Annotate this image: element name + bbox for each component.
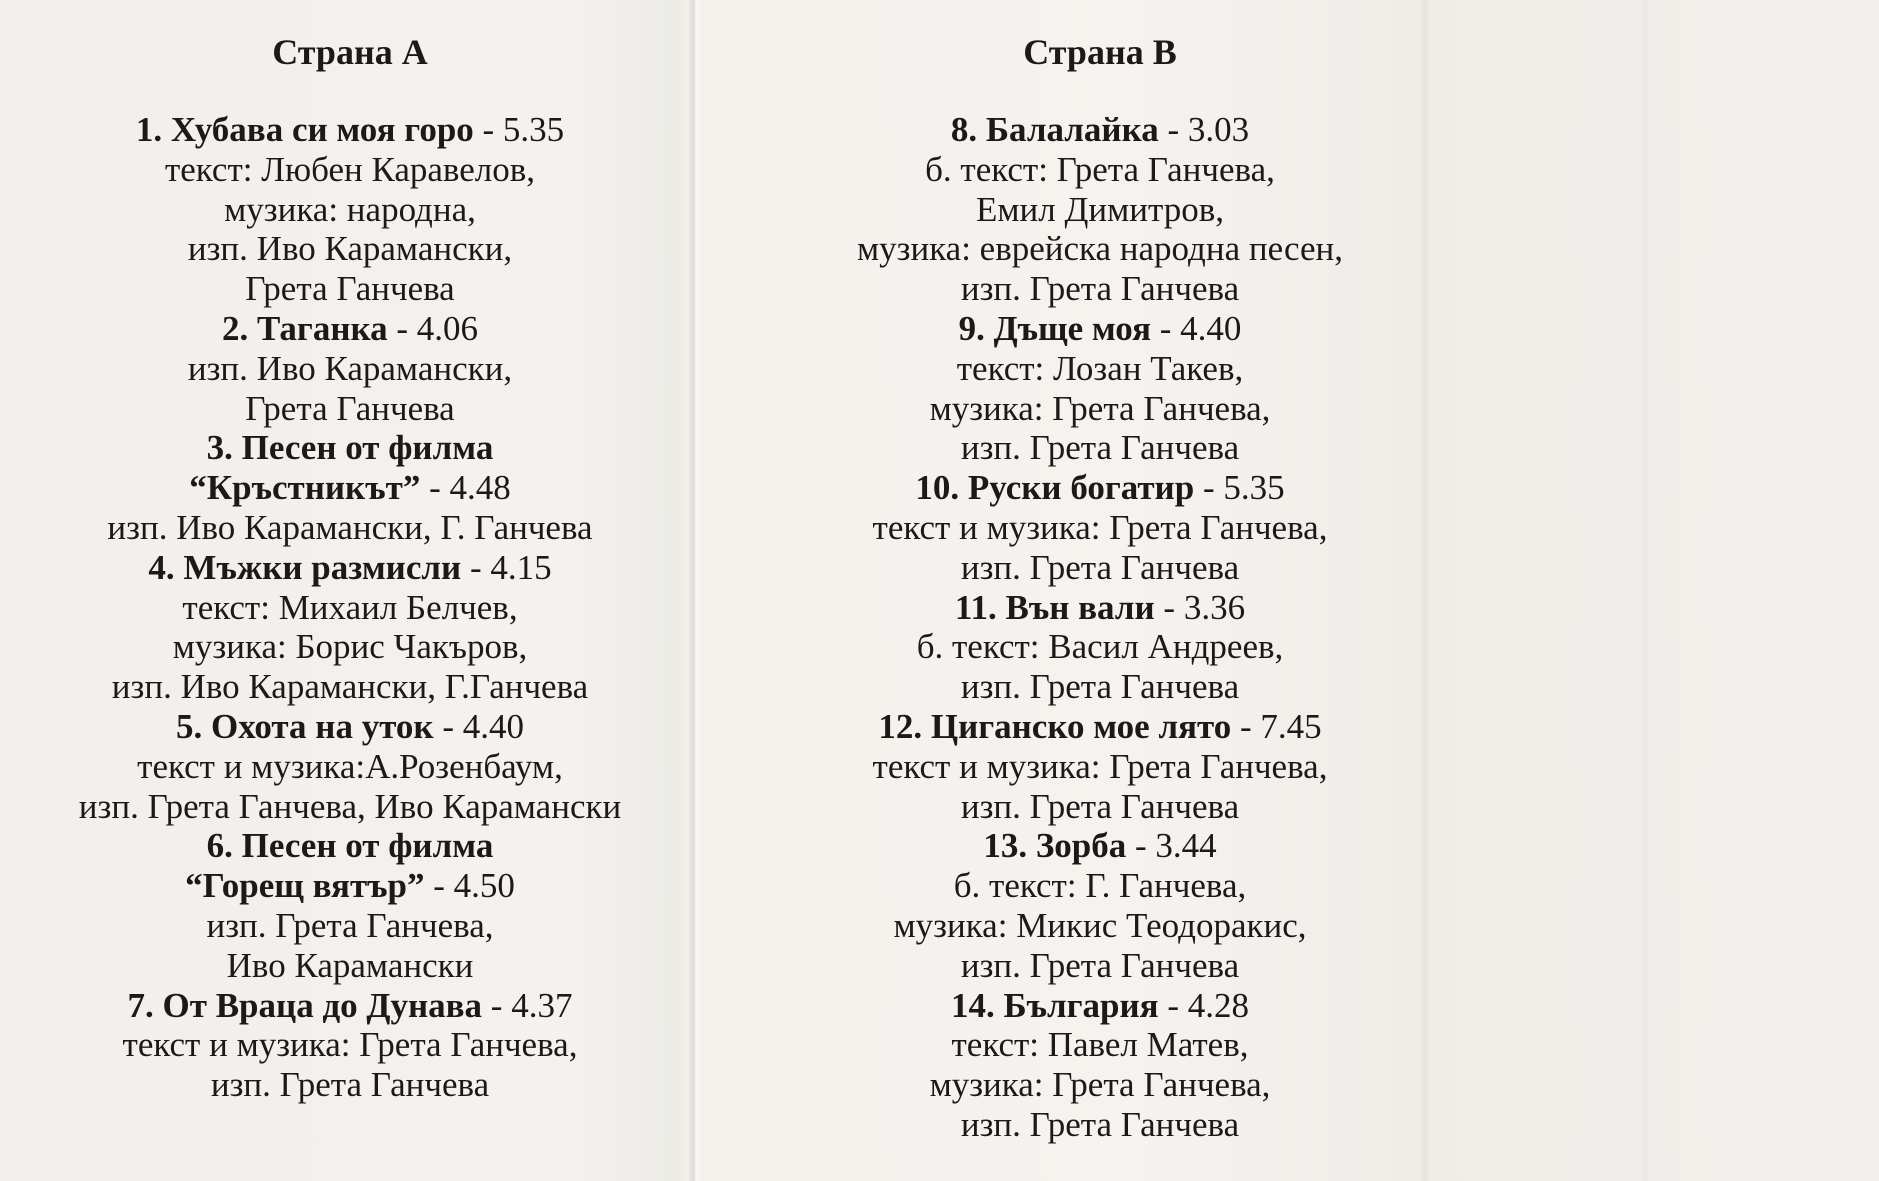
track-title: 2. Таганка <box>221 308 388 348</box>
track-credit: б. текст: Г. Ганчева, <box>953 866 1247 906</box>
track-title-line <box>10 707 690 747</box>
side-a-tracklist <box>10 110 690 1105</box>
track-credit-line <box>10 349 690 389</box>
track-title-line <box>10 826 690 866</box>
track-title-line <box>770 986 1430 1026</box>
track-title-line <box>770 309 1430 349</box>
track-credit-line <box>10 1065 690 1105</box>
track-credit: изп. Иво Карамански, Г.Ганчева <box>111 667 589 707</box>
track-credit: текст: Михаил Белчев, <box>182 587 518 627</box>
track-title: 11. Вън вали <box>954 587 1155 627</box>
track-duration: - 3.03 <box>1158 110 1250 149</box>
track-credit: б. текст: Васил Андреев, <box>916 627 1284 667</box>
track-credit-line <box>10 190 690 230</box>
track-credit-line <box>10 389 690 429</box>
track-credit: изп. Грета Ганчева <box>960 945 1240 985</box>
track-title-line <box>10 309 690 349</box>
track-title: 3. Песен от филма <box>206 428 494 468</box>
track-credit-line <box>770 906 1430 946</box>
track-credit: музика: Грета Ганчева, <box>929 388 1271 428</box>
track-credit-line <box>10 269 690 309</box>
track-credit-line <box>10 508 690 548</box>
track-duration: - 3.44 <box>1126 826 1217 866</box>
track-credit: изп. Грета Ганчева, Иво Карамански <box>78 786 622 826</box>
track-credit-line <box>770 389 1430 429</box>
track-credit: изп. Иво Карамански, <box>187 229 513 269</box>
track-credit: музика: Микис Теодоракис, <box>893 905 1307 945</box>
track-duration: - 3.36 <box>1154 587 1246 627</box>
track-duration: - 4.28 <box>1158 985 1250 1025</box>
track-title-line <box>10 468 690 508</box>
fold-crease <box>688 0 702 1181</box>
side-a-column <box>10 32 690 1105</box>
side-b-tracklist <box>770 110 1430 1145</box>
track-credit: изп. Иво Карамански, Г. Ганчева <box>107 507 593 547</box>
track-credit-line <box>770 667 1430 707</box>
track-credit-line <box>770 946 1430 986</box>
track-credit: музика: Борис Чакъров, <box>172 627 528 667</box>
track-credit-line <box>10 150 690 190</box>
track-credit-line <box>10 627 690 667</box>
track-credit-line <box>770 190 1430 230</box>
track-title-line <box>770 826 1430 866</box>
track-credit: Грета Ганчева <box>245 388 455 428</box>
track-credit-line <box>770 627 1430 667</box>
track-duration: - 4.40 <box>1151 308 1242 348</box>
side-a-title: Страна А <box>272 32 428 72</box>
fold-crease <box>1640 0 1650 1181</box>
track-credit: изп. Иво Карамански, <box>187 348 513 388</box>
track-title: 4. Мъжки размисли <box>148 547 462 587</box>
track-title-line <box>10 110 690 150</box>
track-credit: изп. Грета Ганчева <box>960 269 1240 309</box>
track-title: 13. Зорба <box>983 826 1127 866</box>
track-credit: музика: народна, <box>224 189 476 229</box>
track-credit: изп. Грета Ганчева <box>960 428 1240 468</box>
track-title-line <box>770 707 1430 747</box>
track-duration: - 4.15 <box>461 547 552 587</box>
track-credit-line <box>10 906 690 946</box>
track-credit: Иво Карамански <box>226 945 474 985</box>
side-b-title: Страна В <box>1023 32 1177 72</box>
track-credit-line <box>770 349 1430 389</box>
track-credit-line <box>770 1065 1430 1105</box>
track-credit-line <box>770 229 1430 269</box>
track-duration: - 7.45 <box>1231 706 1322 746</box>
track-credit: изп. Грета Ганчева <box>960 667 1240 707</box>
side-b-column <box>770 32 1430 1145</box>
track-credit-line <box>770 866 1430 906</box>
track-credit: Емил Димитров, <box>976 189 1224 229</box>
track-credit-line <box>10 588 690 628</box>
track-credit-line <box>10 787 690 827</box>
track-credit: изп. Грета Ганчева <box>960 1104 1240 1144</box>
track-credit: музика: еврейска народна песен, <box>856 229 1343 269</box>
track-duration: - 4.06 <box>387 308 479 348</box>
track-title-line <box>770 110 1430 150</box>
track-duration: - 5.35 <box>1194 468 1285 508</box>
track-title: 10. Руски богатир <box>915 468 1195 508</box>
track-title: “Кръстникът” <box>189 468 421 508</box>
track-credit-line <box>770 269 1430 309</box>
track-credit: изп. Грета Ганчева <box>960 547 1240 587</box>
track-title: 1. Хубава си моя горо <box>135 110 474 149</box>
track-credit-line <box>10 667 690 707</box>
track-title: 8. Балалайка <box>950 110 1159 149</box>
track-credit-line <box>770 508 1430 548</box>
track-credit-line <box>770 428 1430 468</box>
track-credit-line <box>770 747 1430 787</box>
track-credit: текст и музика: Грета Ганчева, <box>122 1025 578 1065</box>
track-credit-line <box>770 150 1430 190</box>
track-title: 12. Циганско мое лято <box>878 706 1232 746</box>
track-credit: текст: Любен Каравелов, <box>164 149 536 189</box>
track-title: 6. Песен от филма <box>206 826 494 866</box>
track-credit: текст и музика: Грета Ганчева, <box>872 507 1328 547</box>
track-title: 9. Дъще моя <box>958 308 1152 348</box>
track-duration: - 4.50 <box>424 866 515 906</box>
track-title-line <box>770 588 1430 628</box>
track-credit: изп. Грета Ганчева <box>210 1065 490 1105</box>
track-duration: - 4.40 <box>433 706 525 746</box>
track-credit-line <box>770 787 1430 827</box>
track-credit-line <box>770 1105 1430 1145</box>
track-credit: текст: Лозан Такев, <box>956 348 1244 388</box>
track-credit: б. текст: Грета Ганчева, <box>925 149 1275 189</box>
track-title: 5. Охота на уток <box>175 706 434 746</box>
track-title: 14. България <box>950 985 1159 1025</box>
track-title-line <box>10 428 690 468</box>
track-credit: текст и музика: Грета Ганчева, <box>872 746 1328 786</box>
track-credit-line <box>10 1025 690 1065</box>
track-duration: - 5.35 <box>473 110 565 149</box>
track-credit-line <box>770 548 1430 588</box>
track-credit: текст: Павел Матев, <box>951 1025 1249 1065</box>
track-credit-line <box>10 747 690 787</box>
track-credit-line <box>10 946 690 986</box>
track-duration: - 4.48 <box>420 468 511 508</box>
track-title-line <box>10 548 690 588</box>
track-title-line <box>10 866 690 906</box>
track-title-line <box>10 986 690 1026</box>
track-title-line <box>770 468 1430 508</box>
track-credit: Грета Ганчева <box>245 269 455 309</box>
track-credit-line <box>10 229 690 269</box>
track-title: “Горещ вятър” <box>185 866 425 906</box>
track-credit: музика: Грета Ганчева, <box>929 1065 1271 1105</box>
track-credit: изп. Грета Ганчева <box>960 786 1240 826</box>
track-credit: текст и музика:А.Розенбаум, <box>137 746 563 786</box>
track-title: 7. От Враца до Дунава <box>127 985 483 1025</box>
track-credit-line <box>770 1025 1430 1065</box>
track-duration: - 4.37 <box>482 985 573 1025</box>
track-credit: изп. Грета Ганчева, <box>206 905 494 945</box>
